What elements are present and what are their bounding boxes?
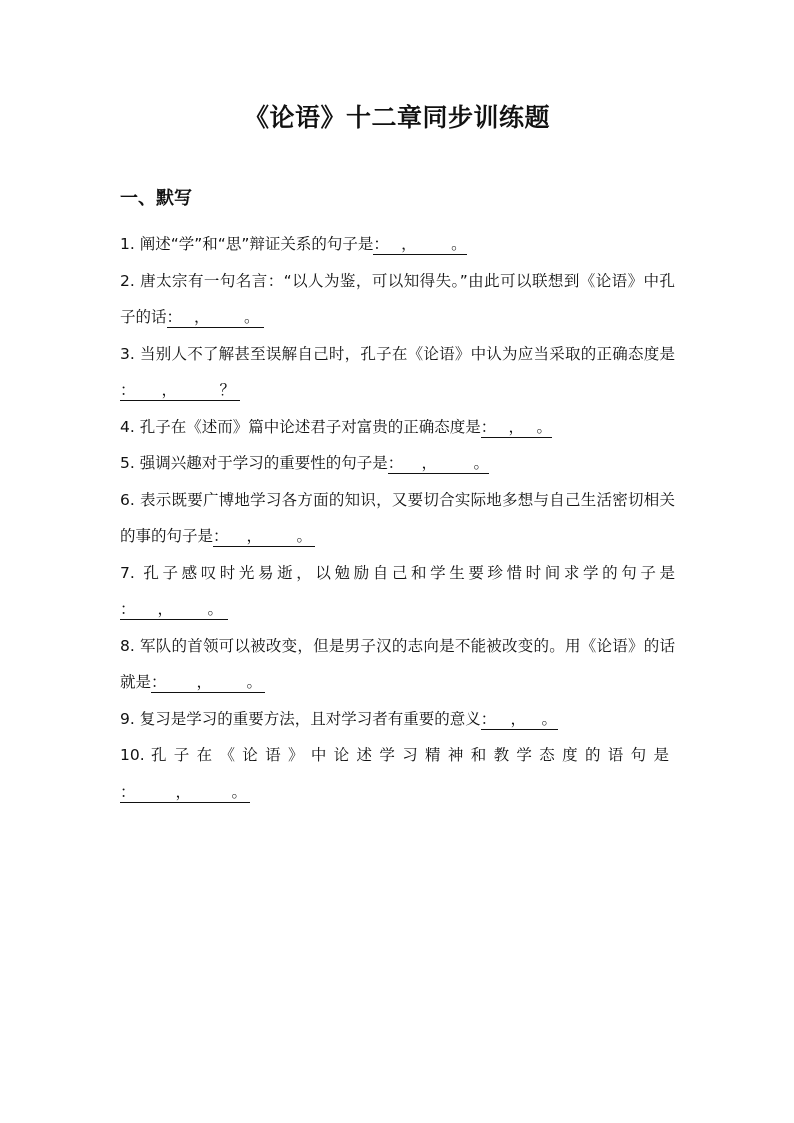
answer-blank[interactable]: ： ， 。: [167, 307, 265, 328]
question-text: 孔子在《述而》篇中论述君子对富贵的正确态度是: [139, 417, 481, 436]
question-4: [120, 409, 675, 446]
answer-blank[interactable]: ： ， 。: [120, 782, 250, 803]
question-text: 唐太宗有一句名言：“以人为鉴，可以知得失。”由此可以联想到《论语》中孔子的话: [120, 271, 675, 326]
question-list: [120, 226, 675, 810]
question-1: [120, 226, 675, 263]
question-number: 8.: [120, 636, 135, 655]
question-text: 复习是学习的重要方法，且对学习者有重要的意义: [139, 709, 481, 728]
answer-blank[interactable]: ： ， 。: [213, 526, 315, 547]
answer-blank[interactable]: ： ， 。: [387, 454, 490, 472]
answer-blank[interactable]: ： ， 。: [480, 709, 558, 728]
question-6: [120, 482, 675, 555]
answer-blank[interactable]: ： ， 。: [373, 235, 467, 253]
question-number: 6.: [120, 490, 135, 509]
question-text: 阐述“学”和“思”辩证关系的句子是: [139, 235, 374, 253]
question-number: 5.: [120, 454, 135, 472]
question-text: 当别人不了解甚至误解自己时，孔子在《论语》中认为应当采取的正确态度是: [139, 344, 675, 363]
question-2: [120, 263, 675, 336]
question-3: [120, 336, 675, 409]
question-10: [120, 737, 675, 810]
answer-blank[interactable]: ： ， ？: [120, 380, 240, 401]
question-number: 2.: [120, 271, 135, 290]
question-number: 10.: [120, 746, 145, 764]
question-number: 1.: [120, 235, 135, 253]
section-heading: 一、默写: [120, 188, 192, 209]
question-text: 孔子感叹时光易逝，以勉励自己和学生要珍惜时间求学的句子是: [143, 563, 675, 582]
question-text: 强调兴趣对于学习的重要性的句子是: [139, 454, 388, 472]
question-number: 9.: [120, 709, 135, 728]
question-number: 7.: [120, 563, 135, 582]
document-title: 《论语》十二章同步训练题: [243, 103, 550, 132]
answer-blank[interactable]: ： ， 。: [151, 672, 265, 693]
question-number: 3.: [120, 344, 135, 363]
question-number: 4.: [120, 417, 135, 436]
question-7: [120, 555, 675, 628]
question-text: 军队的首领可以被改变，但是男子汉的志向是不能被改变的。用《论语》的话就是: [120, 636, 675, 691]
answer-blank[interactable]: ： ， 。: [480, 417, 553, 436]
question-5: [120, 445, 675, 482]
answer-blank[interactable]: ： ， 。: [120, 599, 228, 620]
question-text: 孔子在《论语》中论述学习精神和教学态度的语句是: [150, 746, 675, 764]
question-9: [120, 701, 675, 738]
question-8: [120, 628, 675, 701]
question-text: 表示既要广博地学习各方面的知识，又要切合实际地多想与自己生活密切相关的事的句子是: [120, 490, 675, 545]
